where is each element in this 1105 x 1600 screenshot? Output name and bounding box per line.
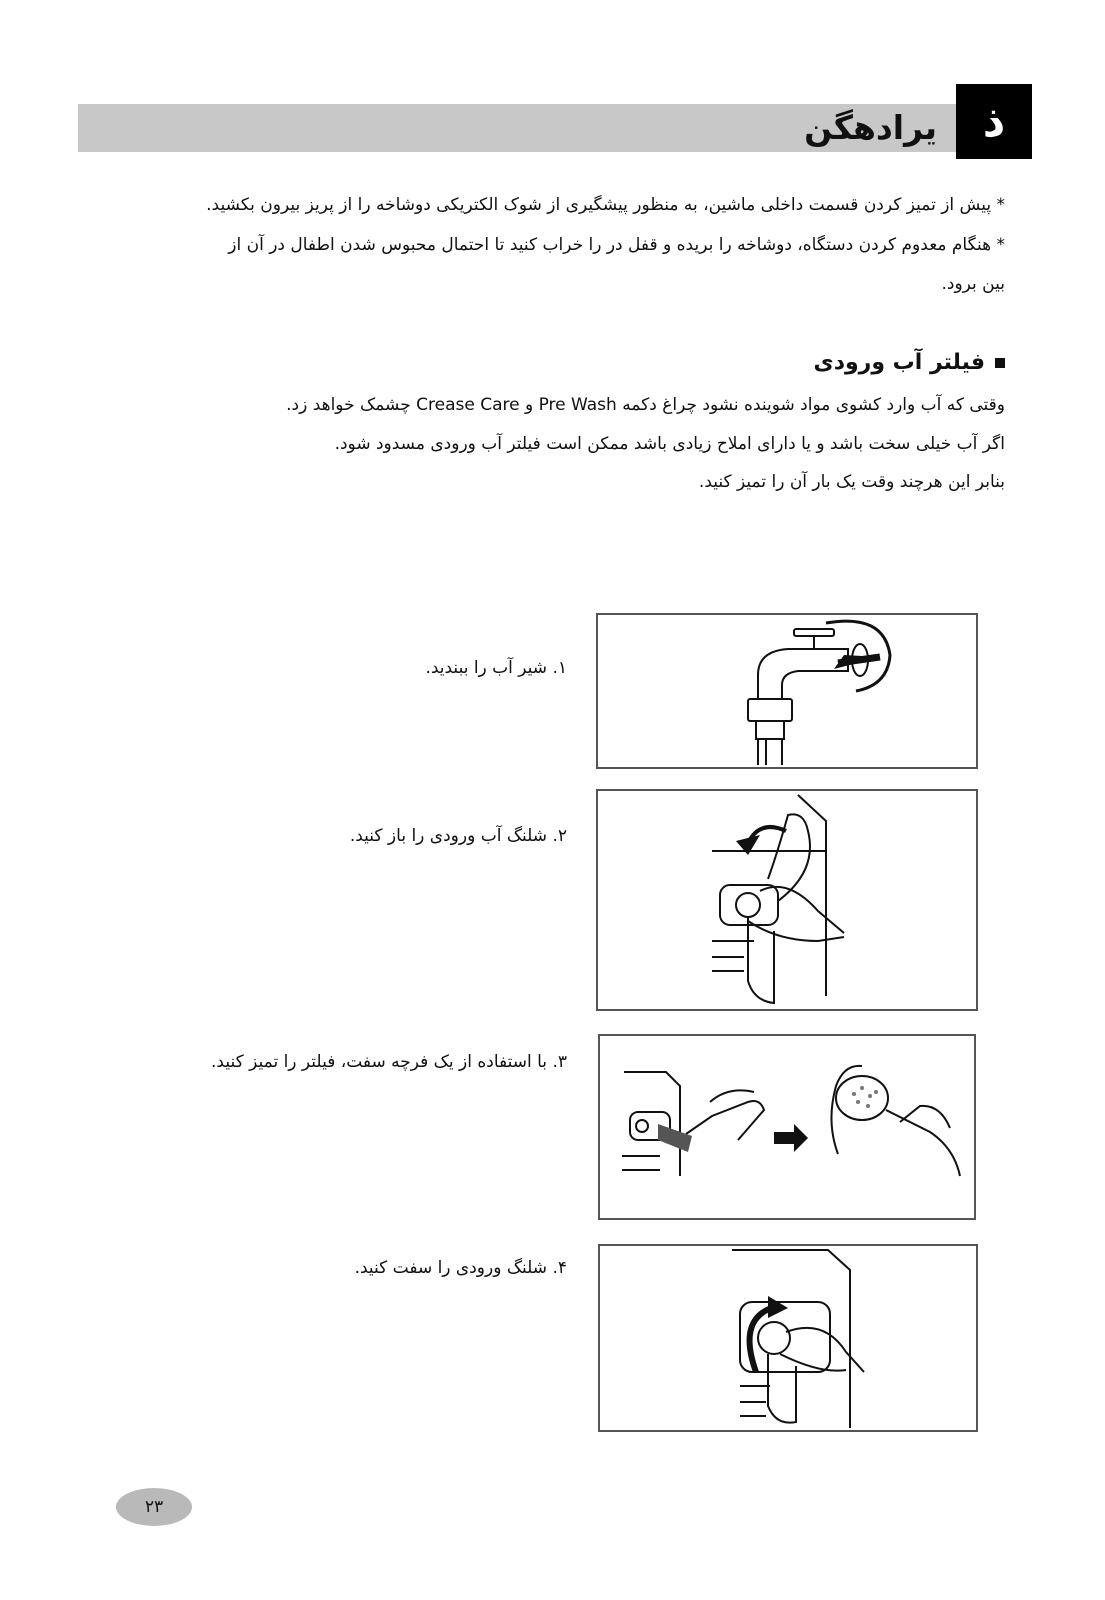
section-body-line-3: بنابر این هرچند وقت یک بار آن را تمیز کنید. bbox=[698, 472, 1005, 492]
section-body-line-2: اگر آب خیلی سخت باشد و یا دارای املاح زیادی باشد ممکن است فیلتر آب ورودی مسدود شود. bbox=[334, 434, 1005, 454]
brush-filter-illustration-icon bbox=[600, 1036, 974, 1218]
hose-removal-illustration-icon bbox=[598, 791, 976, 1009]
note-line-1: * پیش از تمیز کردن قسمت داخلی ماشین، به منظور پیشگیری از شوک الکتریکی دوشاخه را از پریز بیرون بکشید. bbox=[206, 195, 1005, 215]
illustration-tighten-frame bbox=[598, 1244, 978, 1432]
step-label-4: ۴. شلنگ ورودی را سفت کنید. bbox=[354, 1258, 567, 1278]
page-title: یرادهگن bbox=[804, 108, 937, 147]
note-line-2: * هنگام معدوم کردن دستگاه، دوشاخه را بریده و قفل در را خراب کنید تا احتمال محبوس شدن اطفال در آن از bbox=[228, 235, 1005, 255]
tap-illustration-icon bbox=[598, 615, 976, 767]
section-heading bbox=[814, 350, 1005, 375]
step-label-2: ۲. شلنگ آب ورودی را باز کنید. bbox=[349, 826, 567, 846]
section-body-line-1: وقتی که آب وارد کشوی مواد شوینده نشود چراغ دکمه Pre Wash و Crease Care چشمک خواهد زد. bbox=[286, 395, 1005, 415]
page-number-badge bbox=[116, 1488, 192, 1526]
illustration-tap-frame bbox=[596, 613, 978, 769]
tighten-hose-illustration-icon bbox=[600, 1246, 976, 1430]
step-label-1: ۱. شیر آب را ببندید. bbox=[425, 658, 567, 678]
section-heading-text: فیلتر آب ورودی bbox=[813, 350, 985, 375]
page-number: ۲۳ bbox=[144, 1497, 164, 1517]
step-label-3: ۳. با استفاده از یک فرچه سفت، فیلتر را تمیز کنید. bbox=[211, 1052, 567, 1072]
note-line-3: بین برود. bbox=[941, 274, 1005, 294]
chapter-letter: ذ bbox=[956, 84, 1032, 159]
square-bullet-icon bbox=[995, 358, 1005, 368]
illustration-brush-frame bbox=[598, 1034, 976, 1220]
illustration-hose-frame bbox=[596, 789, 978, 1011]
